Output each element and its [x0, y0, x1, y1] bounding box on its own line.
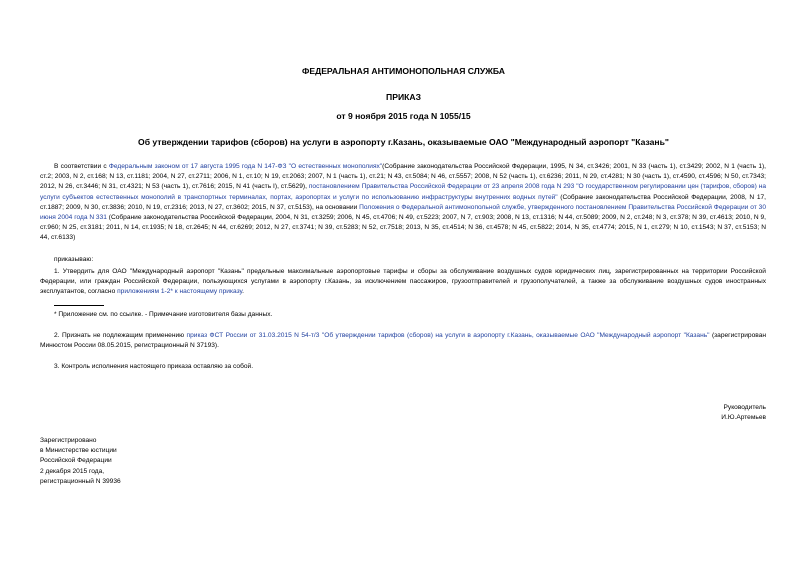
document-type: ПРИКАЗ: [386, 92, 421, 102]
footnote-divider: [54, 305, 104, 306]
footnote: * Приложение см. по ссылке. - Примечание изготовителя базы данных.: [54, 311, 273, 318]
preamble-text-4: (Собрание законодательства Российской Федерации, 2004, N 31, ст.3259; 2006, N 45, ст.4706; N 49, ст.5223; 2007, N 7, ст.903; 2008, N 13, ст.1316; N 44, ст.5089; 2009, N 2, ст.248; N 3, ст.378; N 39, ст.4613; 2010, N 9, ст.960; N 25, ст.3181; 2011, N 14, ст.1935; N 18, ст.2645; N 44, ст.6269; 2012, N 27, ст.3741; N 39, ст.5283; N 52, ст.7518; 2013, N 35, ст.4514; N 36, ст.4578; N 45, ст.5822; 2014, N 35, ст.4774; 2015, N 1, ст.279; N 10, ст.1543; N 37, ст.5153; N 44, ст.6133): [40, 214, 766, 242]
registration-line: регистрационный N 39936: [40, 477, 121, 485]
agency-name: ФЕДЕРАЛЬНАЯ АНТИМОНОПОЛЬНАЯ СЛУЖБА: [302, 66, 505, 76]
federal-law-link[interactable]: Федеральным законом от 17 августа 1995 года N 147-ФЗ "О естественных монополиях": [108, 163, 383, 170]
document-date-number: от 9 ноября 2015 года N 1055/15: [336, 111, 471, 121]
signer-role: Руководитель: [723, 404, 766, 411]
fst-order-link[interactable]: приказ ФСТ России от 31.03.2015 N 54-т/3 "Об утверждении тарифов (сборов) на услуги в аэропорту г.Казань, оказываемые ОАО "Международный аэропорт "Казань": [186, 332, 710, 339]
item-1-tail: .: [242, 288, 245, 296]
preamble-text-3: (Собрание законодательства Российской Федерации, 2008, N 17, ст.1887; 2009, N 30, ст.3836; 2010, N 19, ст.2316; 2013, N 27, ст.3602; 2015, N 37, ст.5153), на основании: [40, 193, 766, 211]
item-2-paragraph: [40, 331, 766, 351]
item-3-paragraph: 3. Контроль исполнения настоящего приказа оставляю за собой.: [54, 363, 254, 370]
item-1-text: 1. Утвердить для ОАО "Международный аэропорт "Казань" предельные максимальные аэропортовые тарифы и сборы за обслуживание воздушных судов юридических лиц, зарегистрированных на территории Российской Федерации, или граждан Российской Федерации, пользующихся услугами в аэропорту г.Казань, за исключением пассажиров, грузоотправителей и грузополучателей, а также за обслуживание воздушных судов иностранных эксплуатантов, согласно: [40, 268, 766, 296]
registration-block: [40, 436, 340, 487]
fas-regulation-link[interactable]: Положения о Федеральной антимонопольной службе, утвержденного постановлением Правительства Российской Федерации от 30 июня 2004 года N 331: [40, 203, 766, 222]
item-2-tail: (зарегистрирован Минюстом России 08.05.2015, регистрационный N 37193).: [40, 332, 767, 350]
signature-block: [566, 403, 766, 424]
appendix-link[interactable]: приложениям 1-2* к настоящему приказу: [117, 288, 243, 296]
preamble-text-1: В соответствии с: [54, 163, 109, 170]
document-title: Об утверждении тарифов (сборов) на услуги в аэропорту г.Казань, оказываемые ОАО "Международный аэропорт "Казань": [138, 137, 669, 147]
item-1-paragraph: [40, 267, 766, 298]
government-decree-link[interactable]: постановлением Правительства Российской Федерации от 23 апреля 2008 года N 293 "О государственном регулировании цен (тарифов, сборов) на услуги субъектов естественных монополий в транспортных терминалах, портах, аэропортах и услуги по использованию инфраструктуры внутренних водных путей": [40, 183, 766, 201]
item-2-text: 2. Признать не подлежащим применению: [54, 332, 187, 339]
registration-line: Российской Федерации: [40, 457, 112, 465]
registration-line: 2 декабря 2015 года,: [40, 467, 105, 475]
order-word: приказываю:: [54, 256, 94, 263]
registration-line: Зарегистрировано: [40, 437, 97, 444]
preamble-paragraph: [40, 162, 766, 244]
signer-name: И.Ю.Артемьев: [721, 414, 766, 422]
registration-line: в Министерстве юстиции: [40, 447, 117, 455]
preamble-text-2: (Собрание законодательства Российской Федерации, 1995, N 34, ст.3426; 2001, N 33 (часть 1), ст.3429; 2002, N 1 (часть 1), ст.2; 2003, N 2, ст.168; N 13, ст.1181; 2004, N 27, ст.2711; 2006, N 1, ст.10; N 19, ст.2063; 2007, N 1 (часть 1), ст.21; N 43, ст.5084; N 46, ст.5557; 2008, N 52 (часть 1), ст.6236; 2011, N 29, ст.4281; N 30 (часть 1), ст.4590, ст.4596; N 50, ст.7343; 2012, N 26, ст.3446; N 31, ст.4321; N 53 (часть 1), ст.7616; 2015, N 41 (часть I), ст.5629),: [40, 163, 767, 191]
